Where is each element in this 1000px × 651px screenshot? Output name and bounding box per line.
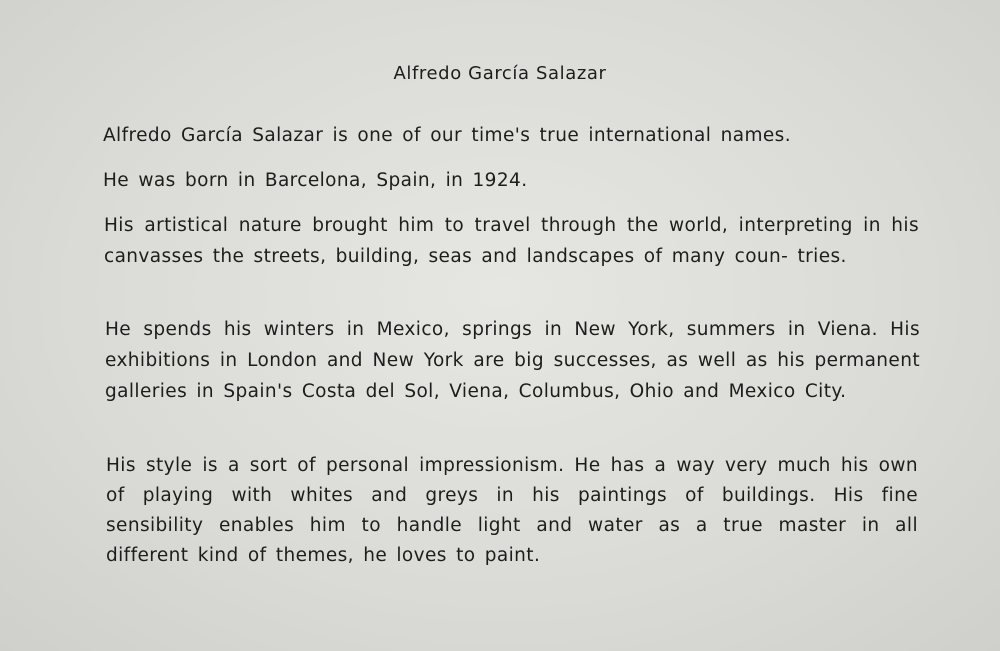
- paragraph-birth: He was born in Barcelona, Spain, in 1924.: [103, 170, 528, 191]
- paragraph-style: His style is a sort of personal impressionism. He has a way very much his own of playing with whites and greys in his paintings of buildings. His fine sensibility enables him to handle light and water as a true master in all different kind of themes, he loves to paint.: [106, 455, 918, 566]
- paragraph-exhibitions: He spends his winters in Mexico, springs in New York, summers in Viena. His exhibitions in London and New York are big successes, as well as his permanent galleries in Spain's Costa del Sol, Viena, Columbus, Ohio and Mexico City.: [105, 319, 920, 402]
- document-title: Alfredo García Salazar: [393, 63, 607, 84]
- paragraph-travels: His artistical nature brought him to travel through the world, interpreting in his canvasses the streets, building, seas and landscapes of many coun- tries.: [104, 215, 919, 267]
- paragraph-intro: Alfredo García Salazar is one of our time's true international names.: [103, 125, 791, 146]
